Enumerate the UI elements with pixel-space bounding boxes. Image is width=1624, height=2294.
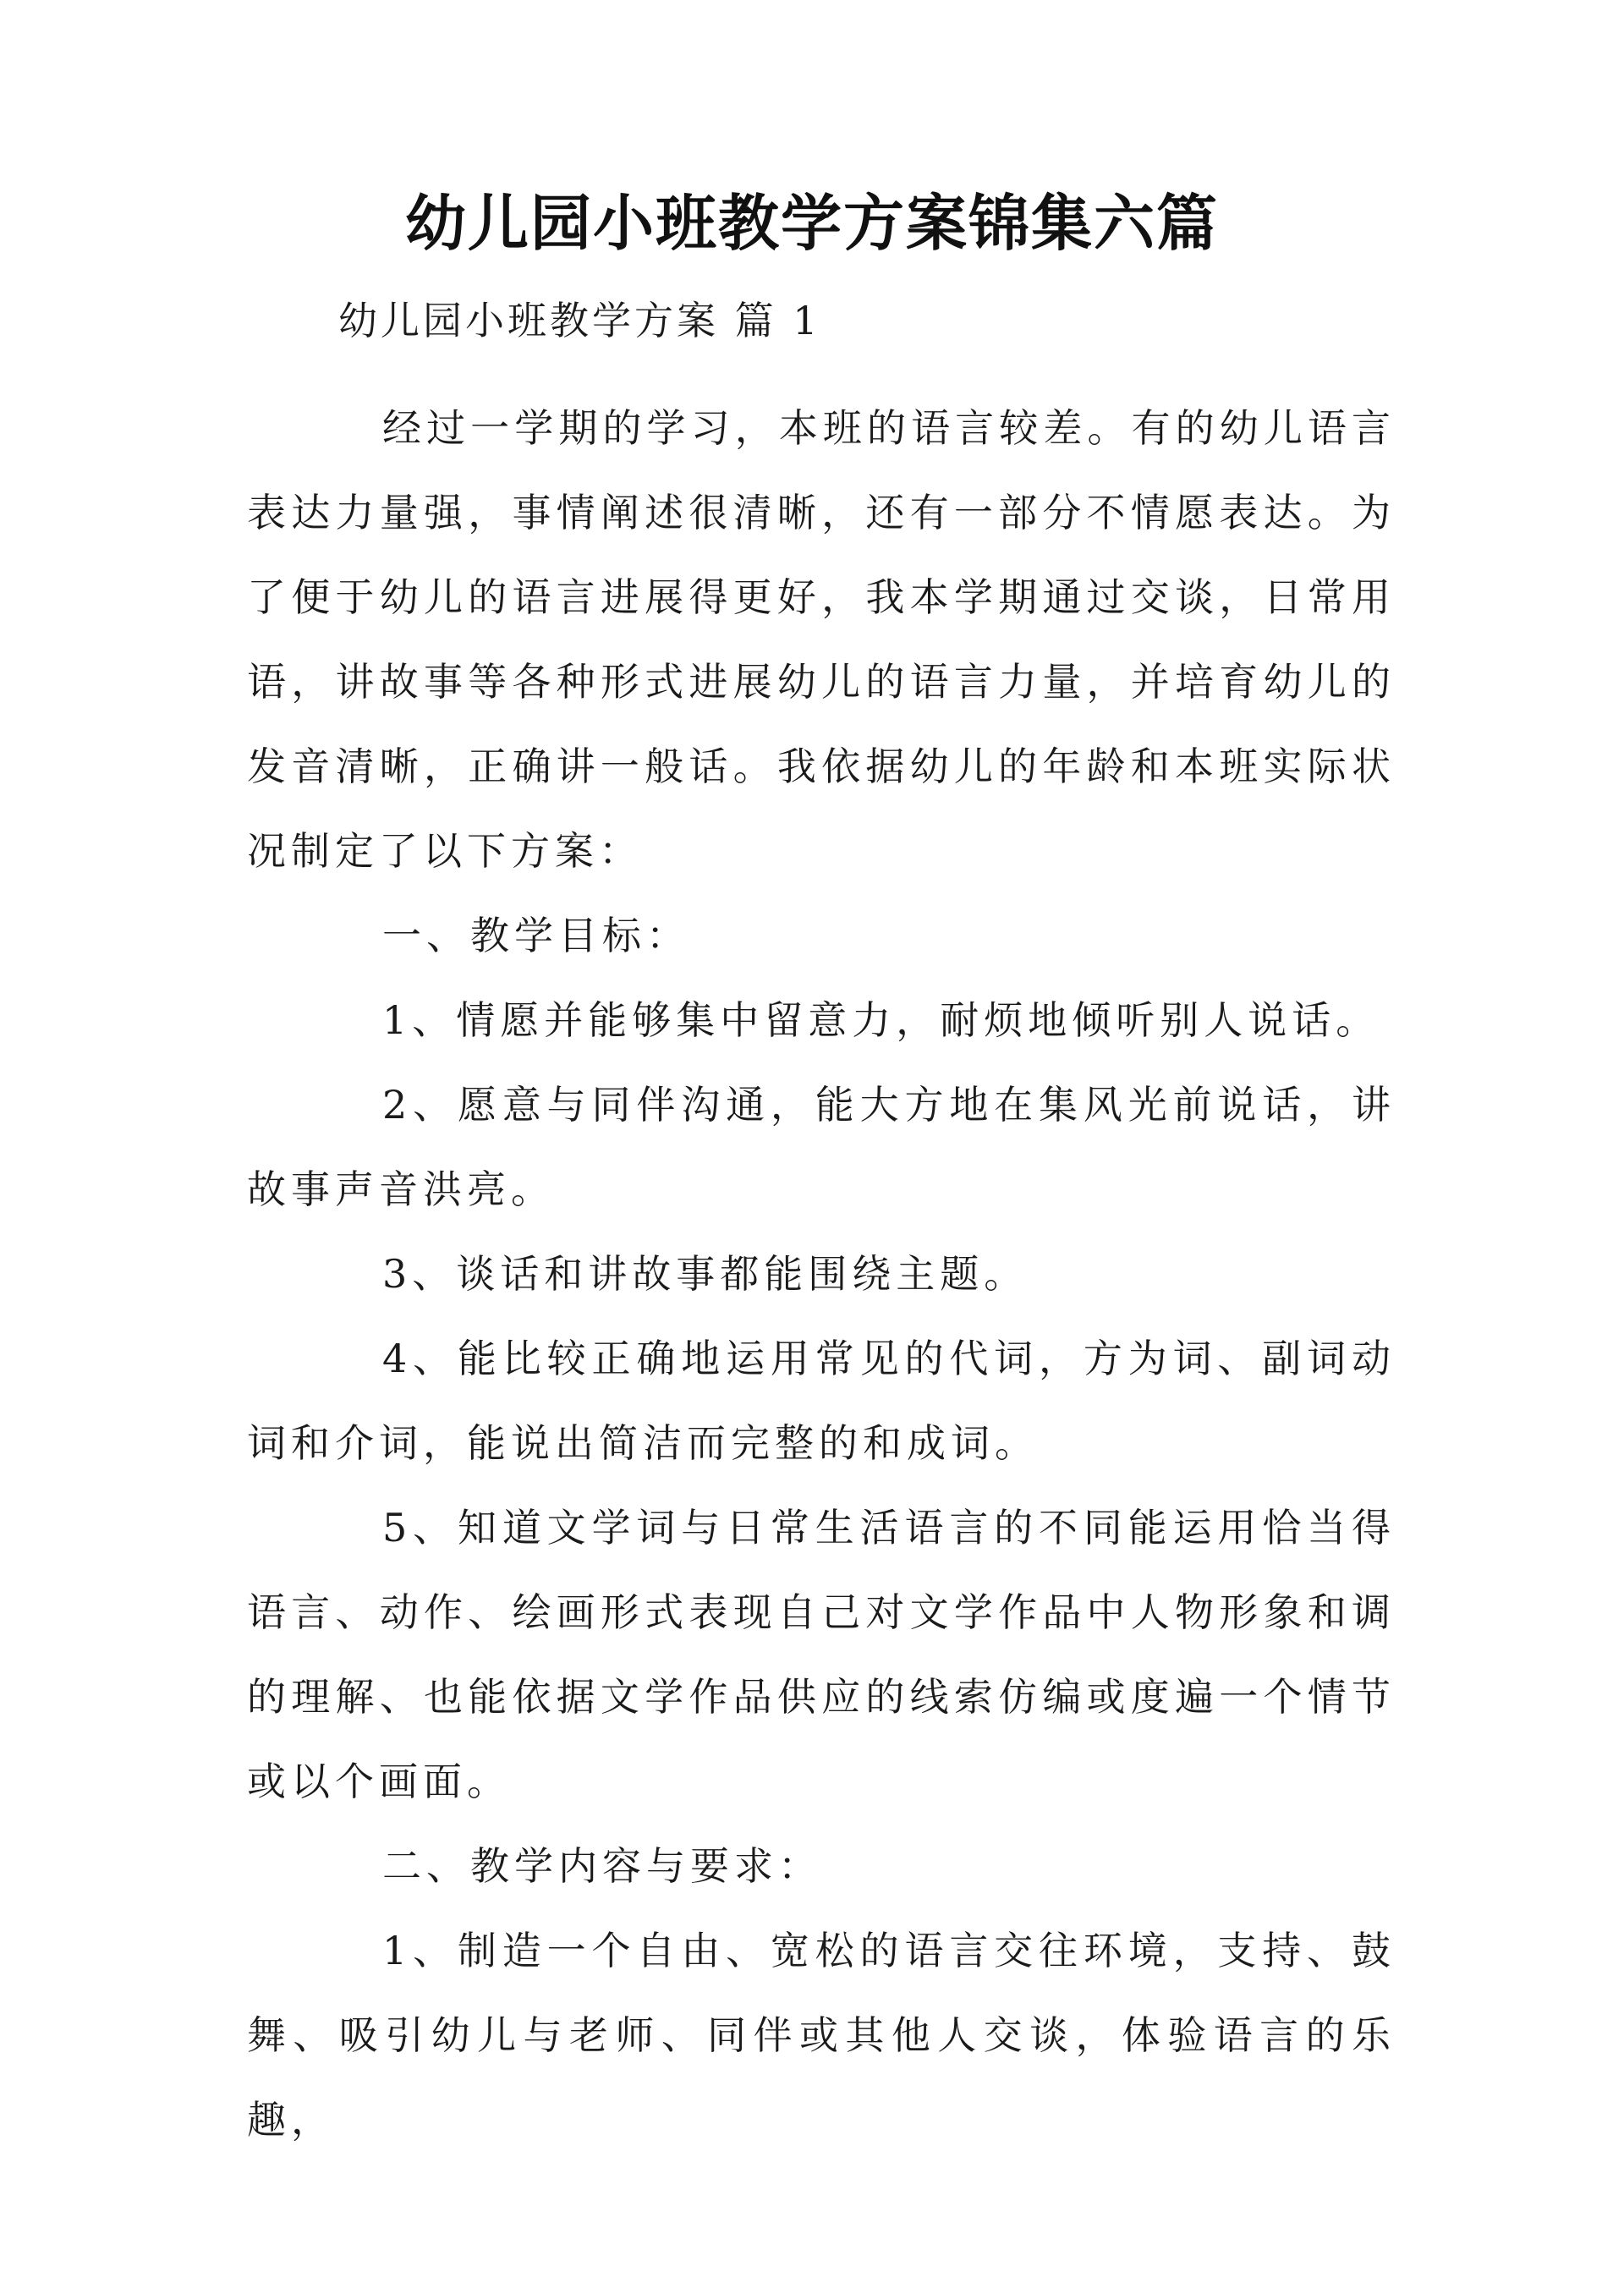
body-paragraph: 4、能比较正确地运用常见的代词，方为词、副词动词和介词，能说出简洁而完整的和成词。 (247, 1336, 1396, 1466)
body-paragraph: 1、制造一个自由、宽松的语言交往环境，支持、鼓舞、吸引幼儿与老师、同伴或其他人交谈，体验语言的乐趣， (247, 1928, 1396, 2143)
document-body (247, 386, 1396, 2162)
body-paragraph: 3、谈话和讲故事都能围绕主题。 (382, 1251, 1029, 1297)
document-subtitle: 幼儿园小班教学方案 篇 1 (338, 298, 821, 343)
document-title: 幼儿园小班教学方案锦集六篇 (404, 187, 1219, 259)
section-heading: 二、教学内容与要求： (382, 1843, 822, 1889)
body-paragraph: 1、情愿并能够集中留意力，耐烦地倾听别人说话。 (382, 997, 1380, 1043)
body-paragraph: 2、愿意与同伴沟通，能大方地在集风光前说话，讲故事声音洪亮。 (247, 1082, 1396, 1212)
section-heading: 一、教学目标： (382, 913, 690, 958)
body-paragraph: 经过一学期的学习，本班的语言较差。有的幼儿语言表达力量强，事情阐述很清晰，还有一部分不情愿表达。为了便于幼儿的语言进展得更好，我本学期通过交谈，日常用语，讲故事等各种形式进展幼儿的语言力量，并培育幼儿的发音清晰，正确讲一般话。我依据幼儿的年龄和本班实际状况制定了以下方案： (247, 405, 1396, 874)
body-paragraph: 5、知道文学词与日常生活语言的不同能运用恰当得语言、动作、绘画形式表现自己对文学作品中人物形象和调的理解、也能依据文学作品供应的线索仿编或度遍一个情节或以个画面。 (247, 1505, 1396, 1804)
